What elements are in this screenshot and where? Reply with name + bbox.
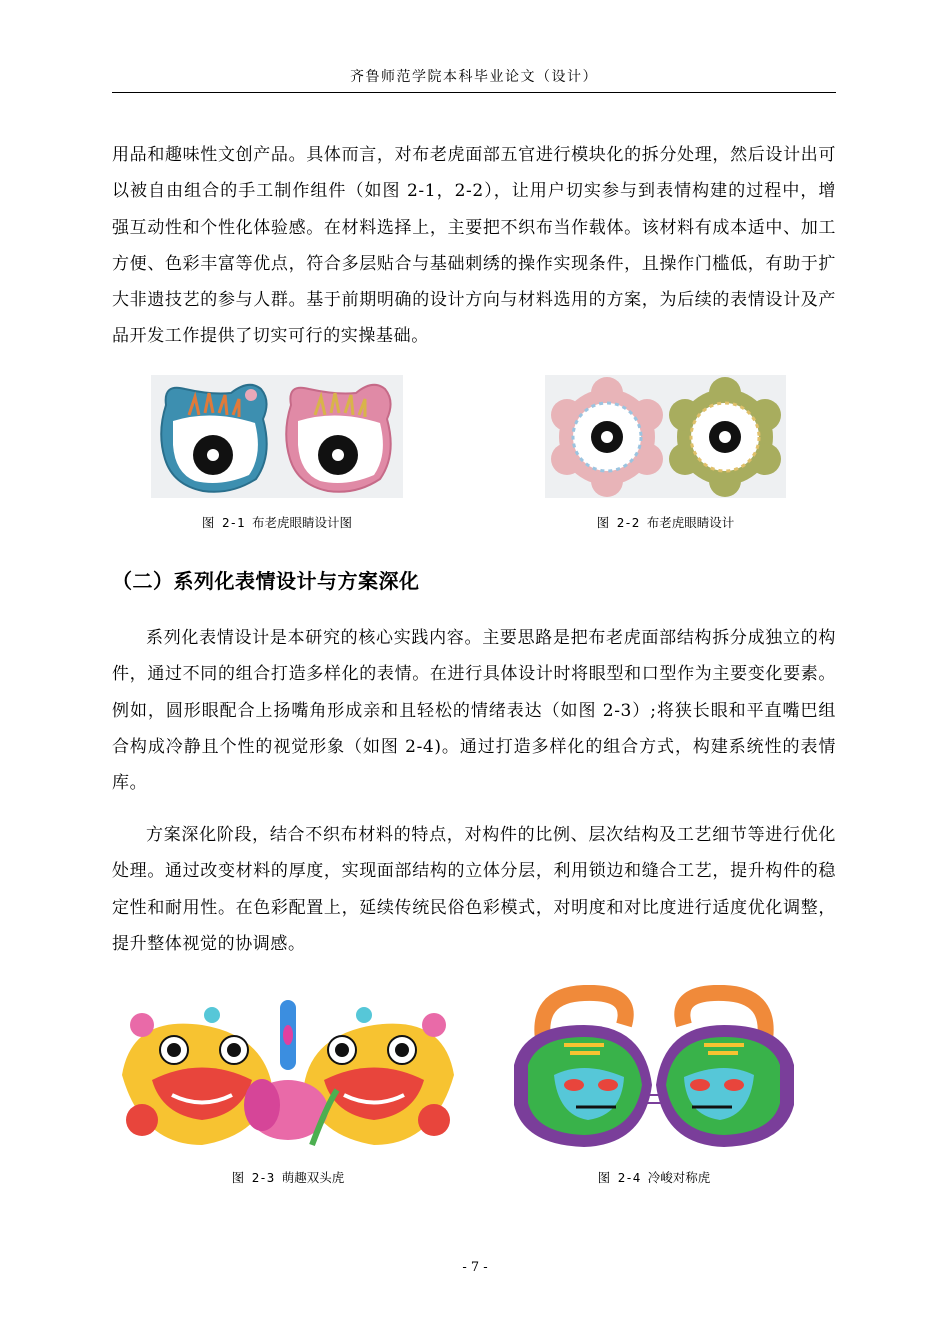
paragraph-1: 用品和趣味性文创产品。具体而言，对布老虎面部五官进行模块化的拆分处理，然后设计出可以被自由组合的手工制作组件（如图 2-1，2-2），让用户切实参与到表情构建的过程中，增强互动性和个性化体验感。在材料选择上，主要把不织布当作载体。该材料有成本适中、加工方便、色彩丰富等优点，符合多层贴合与基础刺绣的操作实现条件，且操作门槛低，有助于扩大非遗技艺的参与人群。基于前期明确的设计方向与材料选用的方案，为后续的表情设计及产品开发工作提供了切实可行的实操基础。 bbox=[112, 145, 836, 347]
figure-2-4-image bbox=[504, 985, 804, 1155]
running-header: 齐鲁师范学院本科毕业论文（设计） bbox=[350, 69, 598, 85]
double-head-tiger-illustration bbox=[112, 995, 464, 1150]
eye-patches-illustration bbox=[151, 375, 403, 498]
paragraph-3: 方案深化阶段，结合不织布材料的特点，对构件的比例、层次结构及工艺细节等进行优化处理。通过改变材料的厚度，实现面部结构的立体分层，利用锁边和缝合工艺，提升构件的稳定性和耐用性。在色彩配置上，延续传统民俗色彩模式，对明度和对比度进行适度优化调整，提升整体视觉的协调感。 bbox=[112, 825, 836, 954]
figure-2-1-image bbox=[151, 375, 403, 498]
paragraph-2: 系列化表情设计是本研究的核心实践内容。主要思路是把布老虎面部结构拆分成独立的构件，通过不同的组合打造多样化的表情。在进行具体设计时将眼型和口型作为主要变化要素。例如，圆形眼配合上扬嘴角形成亲和且轻松的情绪表达（如图 2-3）;将狭长眼和平直嘴巴组合构成冷静且个性的视觉形象（如图 2-4)。通过打造多样化的组合方式，构建系统性的表情库。 bbox=[112, 628, 836, 794]
header-rule bbox=[112, 92, 836, 93]
symmetric-tiger-illustration bbox=[504, 985, 804, 1155]
figure-2-2-image bbox=[545, 375, 786, 498]
figure-2-1-caption: 图 2-1 布老虎眼睛设计图 bbox=[201, 515, 353, 530]
flower-eye-illustration bbox=[545, 375, 786, 498]
figure-2-3-caption: 图 2-3 萌趣双头虎 bbox=[231, 1170, 345, 1185]
section-heading: （二）系列化表情设计与方案深化 bbox=[112, 569, 420, 593]
figure-2-3-image bbox=[112, 995, 464, 1150]
figure-2-2-caption: 图 2-2 布老虎眼睛设计 bbox=[596, 515, 735, 530]
figure-2-4-caption: 图 2-4 冷峻对称虎 bbox=[597, 1170, 711, 1185]
page-number: - 7 - bbox=[462, 1260, 488, 1275]
